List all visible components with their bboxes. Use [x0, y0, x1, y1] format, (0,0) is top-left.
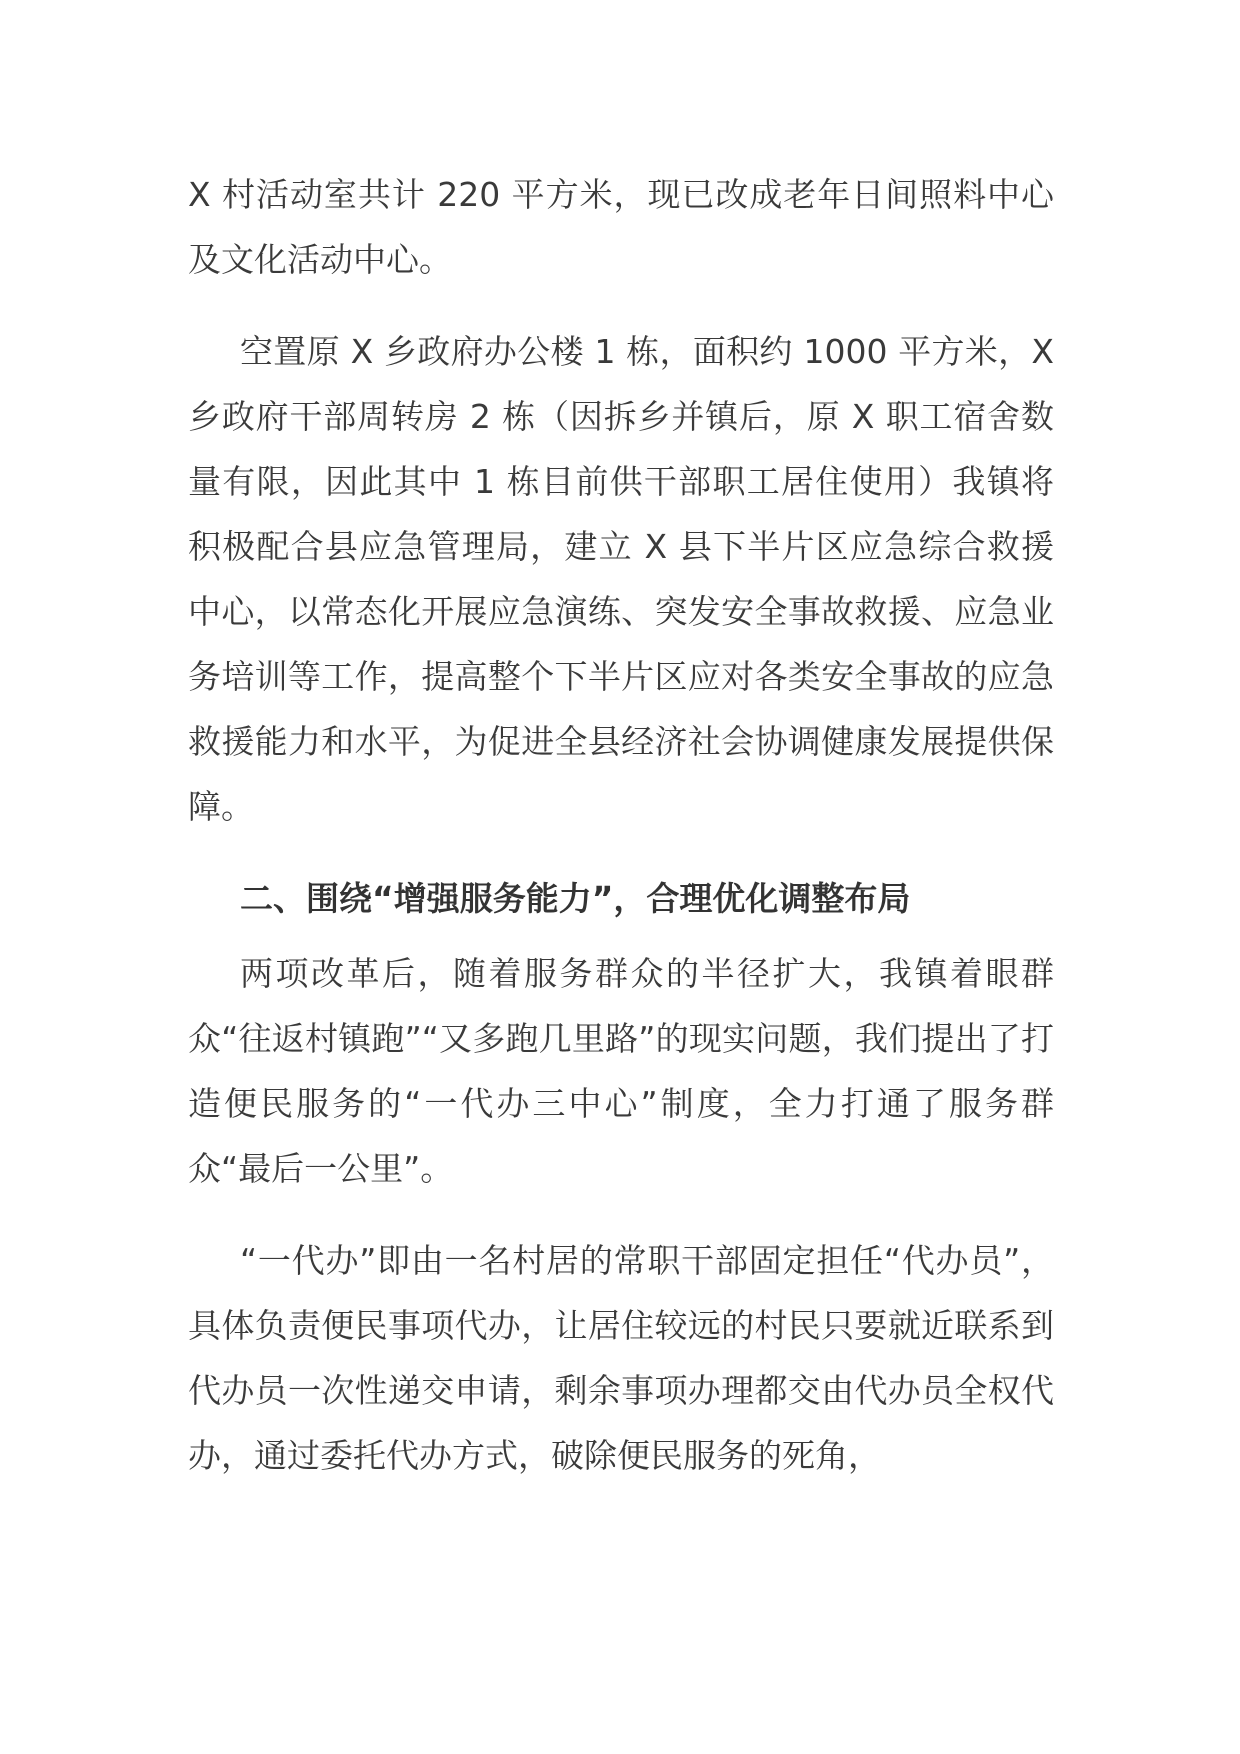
- paragraph-office-building: 空置原 X 乡政府办公楼 1 栋，面积约 1000 平方米，X 乡政府干部周转房 2 栋（因拆乡并镇后，原 X 职工宿舍数量有限，因此其中 1 栋目前供干部职工居住使用）我镇将积极配合县应急管理局，建立 X 县下半片区应急综合救援中心，以常态化开展应急演练、突发安全事故救援、应急业务培训等工作，提高整个下半片区应对各类安全事故的应急救援能力和水平，为促进全县经济社会协调健康发展提供保障。: [188, 332, 1054, 826]
- section-heading: 二、围绕“增强服务能力”，合理优化调整布局: [240, 879, 911, 918]
- paragraph-agent-service: “一代办”即由一名村居的常职干部固定担任“代办员”，具体负责便民事项代办，让居住较远的村民只要就近联系到代办员一次性递交申请，剩余事项办理都交由代办员全权代办，通过委托代办方式，破除便民服务的死角，: [188, 1241, 1054, 1475]
- paragraph-reform: 两项改革后，随着服务群众的半径扩大，我镇着眼群众“往返村镇跑”“又多跑几里路”的现实问题，我们提出了打造便民服务的“一代办三中心”制度，全力打通了服务群众“最后一公里”。: [188, 954, 1054, 1188]
- document-body: [188, 162, 1054, 1515]
- paragraph-activity-room: X 村活动室共计 220 平方米，现已改成老年日间照料中心及文化活动中心。: [188, 175, 1054, 279]
